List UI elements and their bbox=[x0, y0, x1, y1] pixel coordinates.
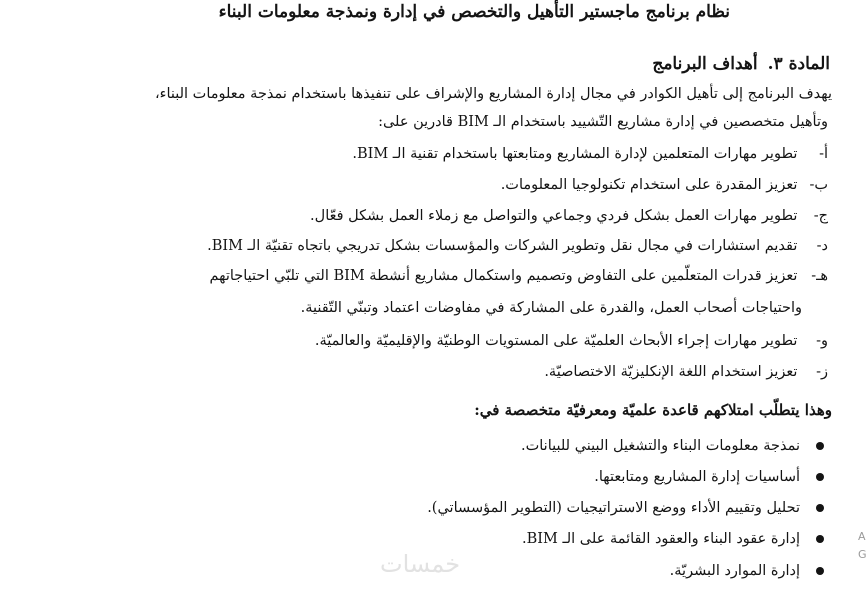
bullet-text: أساسيات إدارة المشاريع ومتابعتها. bbox=[594, 469, 800, 485]
edge-letter: G bbox=[858, 548, 867, 561]
objective-label: د- bbox=[816, 238, 828, 254]
bullet-dot-icon bbox=[816, 504, 824, 512]
intro-line-2: وتأهيل متخصصين في إدارة مشاريع التّشييد باستخدام الـ BIM قادرين على: bbox=[378, 114, 828, 130]
bullet-item bbox=[522, 531, 824, 547]
objective-item bbox=[210, 268, 828, 284]
bullet-item bbox=[670, 563, 824, 579]
article-heading bbox=[652, 54, 830, 74]
objective-continuation: واحتياجات أصحاب العمل، والقدرة على المشاركة في مفاوضات اعتماد وتبنّي التّقنية. bbox=[300, 300, 802, 316]
article-number: المادة ٣. bbox=[767, 54, 830, 74]
bullet-text: إدارة عقود البناء والعقود القائمة على الـ BIM. bbox=[522, 531, 800, 547]
knowledge-heading: وهذا يتطلّب امتلاكهم قاعدة علميّة ومعرفيّة متخصصة في: bbox=[474, 401, 832, 419]
objective-item bbox=[501, 177, 828, 193]
objective-label: هـ- bbox=[811, 268, 828, 284]
objective-text: تعزيز المقدرة على استخدام تكنولوجيا المعلومات. bbox=[500, 177, 798, 193]
objective-label: ز- bbox=[816, 364, 828, 380]
bullet-dot-icon bbox=[816, 535, 824, 543]
objective-item bbox=[352, 146, 828, 162]
bullet-item bbox=[521, 438, 824, 454]
objective-text: تقديم استشارات في مجال نقل وتطوير الشركات والمؤسسات بشكل تدريجي باتجاه تقنيّة الـ BIM. bbox=[207, 238, 798, 254]
objective-text: تعزيز استخدام اللغة الإنكليزيّة الاختصاصيّة. bbox=[544, 364, 798, 380]
objective-item bbox=[207, 238, 828, 254]
bullet-text: تحليل وتقييم الأداء ووضع الاستراتيجيات (التطوير المؤسساتي). bbox=[427, 500, 800, 516]
objective-label: ب- bbox=[809, 177, 828, 193]
objective-text: تعزيز قدرات المتعلّمين على التفاوض وتصميم واستكمال مشاريع أنشطة BIM التي تلبّي احتياجاتهم bbox=[209, 268, 798, 284]
bullet-item bbox=[427, 500, 824, 516]
intro-line-1: يهدف البرنامج إلى تأهيل الكوادر في مجال إدارة المشاريع والإشراف على تنفيذها باستخدام نمذجة معلومات البناء، bbox=[154, 86, 832, 102]
objective-text: تطوير مهارات إجراء الأبحاث العلميّة على المستويات الوطنيّة والإقليميّة والعالميّة. bbox=[314, 333, 798, 349]
bullet-dot-icon bbox=[816, 442, 824, 450]
objective-label: أ- bbox=[819, 146, 828, 162]
bullet-item bbox=[594, 469, 824, 485]
bullet-text: نمذجة معلومات البناء والتشغيل البيني للبيانات. bbox=[520, 438, 800, 454]
document-title: نظام برنامج ماجستير التأهيل والتخصص في إدارة ونمذجة معلومات البناء bbox=[218, 2, 730, 22]
objective-item bbox=[544, 364, 828, 380]
edge-letters bbox=[858, 528, 867, 564]
objective-item bbox=[315, 333, 828, 349]
edge-letter: A bbox=[858, 530, 866, 543]
objective-label: ج- bbox=[813, 208, 828, 224]
watermark: خمسات bbox=[380, 550, 461, 578]
objective-label: و- bbox=[816, 333, 828, 349]
bullet-dot-icon bbox=[816, 473, 824, 481]
article-title: أهداف البرنامج bbox=[652, 54, 758, 74]
bullet-dot-icon bbox=[816, 567, 824, 575]
objective-item bbox=[310, 208, 828, 224]
objective-text: تطوير مهارات المتعلمين لإدارة المشاريع ومتابعتها باستخدام تقنية الـ BIM. bbox=[352, 146, 798, 162]
objective-text: تطوير مهارات العمل بشكل فردي وجماعي والتواصل مع زملاء العمل بشكل فعّال. bbox=[310, 208, 798, 224]
bullet-text: إدارة الموارد البشريّة. bbox=[669, 563, 800, 579]
